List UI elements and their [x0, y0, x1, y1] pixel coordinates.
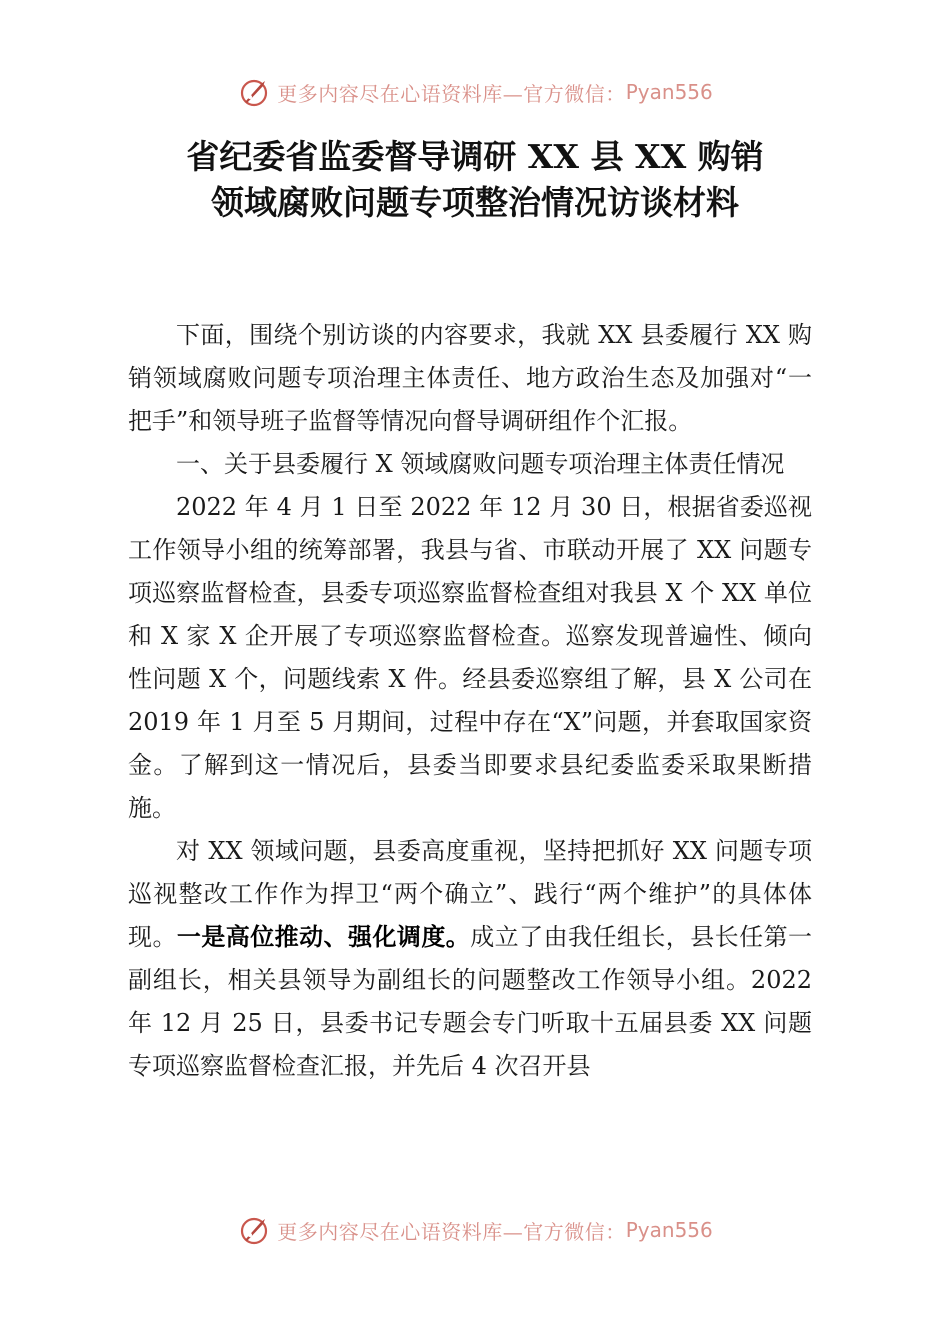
paragraph-rectification-lead: 对 XX 领域问题，县委高度重视，坚持把抓好 XX 问题专项巡视整改工作作为捍卫“两个确立”、践行“两个维护”的具体体现。: [128, 837, 812, 951]
watermark-wechat-id: Pyan556: [625, 1218, 713, 1242]
watermark-text: 更多内容尽在心语资料库—官方微信：: [277, 1219, 626, 1244]
pen-nib-logo-icon: [237, 1213, 271, 1247]
watermark-text: 更多内容尽在心语资料库—官方微信：: [277, 81, 626, 106]
document-title: [60, 134, 890, 226]
document-body: [128, 314, 812, 1088]
title-line-2: 领域腐败问题专项整治情况访谈材料: [211, 183, 739, 222]
pen-nib-logo-icon: [237, 75, 271, 109]
title-line-1: 省纪委省监委督导调研 XX 县 XX 购销: [186, 137, 764, 176]
paragraph-intro: 下面，围绕个别访谈的内容要求，我就 XX 县委履行 XX 购销领域腐败问题专项治理主体责任、地方政治生态及加强对“一把手”和领导班子监督等情况向督导调研组作个汇报。: [128, 321, 812, 435]
paragraph-section-heading: 一、关于县委履行 X 领域腐败问题专项治理主体责任情况: [176, 450, 785, 478]
footer-watermark: [0, 1210, 950, 1250]
header-watermark: [0, 72, 950, 112]
paragraph-rectification: [128, 830, 812, 1088]
paragraph-rectification-rest: 成立了由我任组长，县长任第一副组长，相关县领导为副组长的问题整改工作领导小组。2022 年 12 月 25 日，县委书记专题会专门听取十五届县委 XX 问题专项巡察监督检查汇报，并先后 4 次召开县: [128, 923, 813, 1080]
bold-point-one: 一是高位推动、强化调度。: [176, 923, 471, 951]
paragraph-inspection: 2022 年 4 月 1 日至 2022 年 12 月 30 日，根据省委巡视工作领导小组的统筹部署，我县与省、市联动开展了 XX 问题专项巡察监督检查，县委专项巡察监督检查组对我县 X 个 XX 单位和 X 家 X 企开展了专项巡察监督检查。巡察发现普遍性、倾向性问题 X 个，问题线索 X 件。经县委巡察组了解，县 X 公司在 2019 年 1 月至 5 月期间，过程中存在“X”问题，并套取国家资金。了解到这一情况后，县委当即要求县纪委监委采取果断措施。: [128, 493, 812, 822]
watermark-wechat-id: Pyan556: [625, 80, 713, 104]
